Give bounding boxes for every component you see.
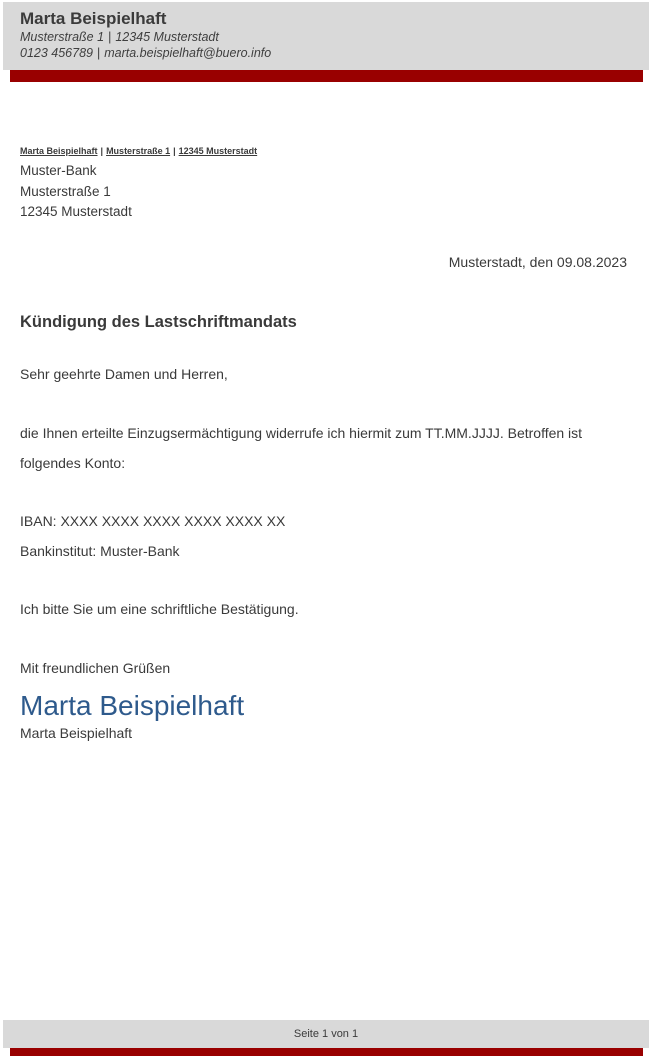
subject-line: Kündigung des Lastschriftmandats [20, 313, 297, 331]
sender-street: Musterstraße 1 [106, 146, 171, 156]
letterhead-street: Musterstraße 1 [20, 30, 105, 44]
page-footer [3, 1020, 649, 1048]
request-paragraph: Ich bitte Sie um eine schriftliche Bestätigung. [20, 601, 299, 617]
separator: | [97, 46, 101, 60]
separator: | [173, 146, 176, 156]
sender-return-line [20, 146, 257, 156]
header-accent-bar [10, 70, 643, 82]
sender-city: 12345 Musterstadt [178, 146, 258, 156]
letterhead-address [20, 29, 649, 45]
separator: | [108, 30, 112, 44]
date-line: Musterstadt, den 09.08.2023 [448, 254, 627, 270]
recipient-address [20, 161, 132, 223]
letterhead-city: 12345 Musterstadt [115, 30, 219, 44]
recipient-street: Musterstraße 1 [20, 183, 111, 199]
iban-line: IBAN: XXXX XXXX XXXX XXXX XXXX XX [20, 513, 286, 529]
page-number: Seite 1 von 1 [293, 1028, 359, 1040]
letterhead [3, 2, 649, 70]
footer-accent-bar [10, 1048, 643, 1056]
separator: | [100, 146, 104, 156]
letterhead-name: Marta Beispielhaft [20, 9, 167, 28]
letterhead-contact [20, 45, 649, 61]
body-paragraph: die Ihnen erteilte Einzugsermächtigung widerrufe ich hiermit zum TT.MM.JJJJ. Betroffen ist folgendes Konto: [20, 425, 583, 471]
bank-line: Bankinstitut: Muster-Bank [20, 543, 180, 559]
recipient-name: Muster-Bank [20, 163, 97, 178]
signer-name: Marta Beispielhaft [20, 725, 133, 741]
salutation: Sehr geehrte Damen und Herren, [20, 366, 228, 382]
sender-name: Marta Beispielhaft [20, 146, 98, 156]
signature: Marta Beispielhaft [20, 690, 245, 721]
closing-phrase: Mit freundlichen Grüßen [20, 660, 171, 676]
letterhead-phone: 0123 456789 [20, 46, 93, 60]
letterhead-email: marta.beispielhaft@buero.info [104, 46, 272, 60]
recipient-city: 12345 Musterstadt [20, 204, 132, 219]
